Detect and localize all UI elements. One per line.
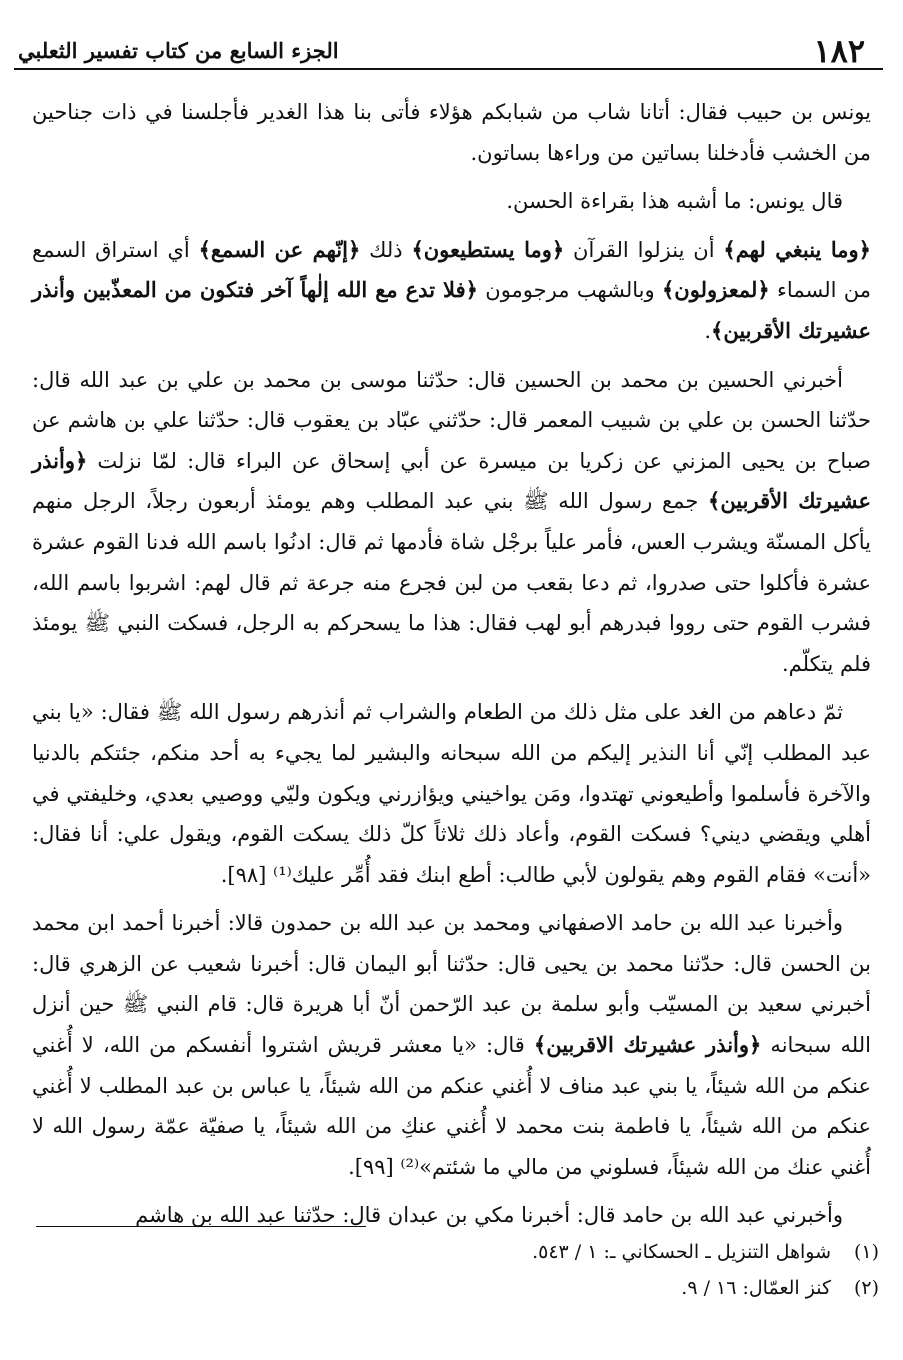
quran-quote: ﴿إنّهم عن السمع﴾ <box>198 236 361 262</box>
quran-quote: ﴿وأنذر عشيرتك الاقربين﴾ <box>533 1032 762 1058</box>
text-run: يونس بن حبيب فقال: أتانا شاب من شبابكم هؤلاء فأتى بنا هذا الغدير فأجلسنا في ذات جناحين من الخشب فأدخلنا بساتين من وراءها بساتون. <box>32 100 871 165</box>
footnote-number: (١) <box>853 1241 879 1263</box>
paragraph <box>32 692 871 895</box>
paragraph <box>32 360 871 685</box>
paragraph <box>32 230 871 352</box>
text-run: ذلك <box>360 237 412 262</box>
text-run: وأخبرنا عبد الله بن حامد الاصفهاني ومحمد بن عبد الله بن حمدون قالا: أخبرنا أحمد ابن محمد بن الحسن قال: حدّثنا محمد بن يحيى قال: حدّثنا أبو اليمان قال: أخبرنا شعيب عن الزهري قال: أخبرني سعيد بن المسيّب وأبو سلمة بن عبد الرّحمن أنّ أبا هريرة قال: قام النبي ﷺ حين أنزل الله سبحانه <box>32 911 871 1058</box>
footnote-text: كنز العمّال: ١٦ / ٩. <box>681 1277 831 1299</box>
text-run: أخبرني الحسين بن محمد بن الحسين قال: حدّثنا موسى بن محمد بن علي بن عبد الله قال: حدّثنا الحسن بن علي بن شبيب المعمر قال: حدّثني عبّاد بن يعقوب قال: حدّثنا علي بن هاشم عن صباح بن يحيى المزني عن زكريا بن ميسرة عن أبي إسحاق عن البراء قال: لمّا نزلت <box>32 367 871 473</box>
quran-quote: ﴿لمعزولون﴾ <box>662 277 770 303</box>
quran-quote: ﴿وما ينبغي لهم﴾ <box>723 236 871 262</box>
paragraph <box>32 92 871 173</box>
footnote-number: (٢) <box>853 1277 879 1299</box>
text-run: أن ينزلوا القرآن <box>564 237 724 262</box>
text-run: ثمّ دعاهم من الغد على مثل ذلك من الطعام والشراب ثم أنذرهم رسول الله ﷺ فقال: «يا بني عبد المطلب إنّي أنا النذير إليكم من الله سبحانه والبشير لما يجيء به أحد منكم، جئتكم بالدنيا والآخرة فأسلموا وأطيعوني تهتدوا، ومَن يواخيني ويؤازرني ويكون وليّي ووصيي بعدي، وخليفتي في أهلي ويقضي ديني؟ فسكت القوم، وأعاد ذلك ثلاثاً كلّ ذلك يسكت القوم، ويقول علي: أنا فقال: «أنت» فقام القوم وهم يقولون لأبي طالب: أطع ابنك فقد أُمِّر عليك⁽¹⁾ [٩٨]. <box>32 700 871 887</box>
paragraph <box>32 903 871 1187</box>
text-run: وبالشهب مرجومون <box>477 278 662 303</box>
quran-quote: ﴿فلا تدع مع الله إلٰهاً آخر فتكون من المعذّبين وأنذر عشيرتك الأقربين﴾ <box>32 277 871 343</box>
footnote <box>36 1234 879 1270</box>
text-run: وأخبرني عبد الله بن حامد قال: أخبرنا مكي بن عبدان قال: حدّثنا عبد الله بن هاشم <box>135 1203 843 1228</box>
text-run: قال: «يا معشر قريش اشتروا أنفسكم من الله، لا أُغني عنكم من الله شيئاً، يا بني عبد مناف لا أُغني عنكم من الله شيئاً، يا عباس بن عبد المطلب لا أُغني عنكم من الله شيئاً، يا فاطمة بنت محمد لا أُغني عنكِ من الله شيئاً، يا صفيّة عمّة رسول الله لا أُغني عنك من الله شيئاً، فسلوني من مالي ما شئتم»⁽²⁾ [٩٩]. <box>32 1033 871 1179</box>
paragraph <box>32 1195 871 1236</box>
body-text <box>32 92 871 1244</box>
footnotes <box>36 1234 879 1306</box>
page-number: ١٨٢ <box>813 32 865 70</box>
quran-quote: ﴿وما يستطيعون﴾ <box>411 236 565 262</box>
quran-quote: ﴿وأنذر عشيرتك الأقربين﴾ <box>32 447 871 514</box>
paragraph <box>32 181 871 222</box>
footnote-text: شواهل التنزيل ـ الحسكاني ـ: ١ / ٥٤٣. <box>532 1241 831 1263</box>
text-run: قال يونس: ما أشبه هذا بقراءة الحسن. <box>506 189 843 214</box>
footnote <box>36 1270 879 1306</box>
book-title: الجزء السابع من كتاب تفسير الثعلبي <box>18 38 339 63</box>
text-run: . <box>704 318 712 343</box>
text-run: أي استراق السمع من السماء <box>32 237 872 303</box>
running-header <box>14 18 883 70</box>
text-run: جمع رسول الله ﷺ بني عبد المطلب وهم يومئذ أربعون رجلاً، الرجل منهم يأكل المسنّة ويشرب العس، فأمر علياً برجْل شاة فأدمها ثم قال: ادنُوا باسم الله فدنا القوم عشرة عشرة فأكلوا حتى صدروا، ثم دعا بقعب من لبن فجرع منه جرعة ثم قال لهم: اشربوا باسم الله، فشرب القوم حتى رووا فبدرهم أبو لهب فقال: هذا ما يسحركم به الرجل، فسكت النبي ﷺ يومئذ فلم يتكلّم. <box>32 489 871 676</box>
footnote-divider <box>36 1226 366 1227</box>
